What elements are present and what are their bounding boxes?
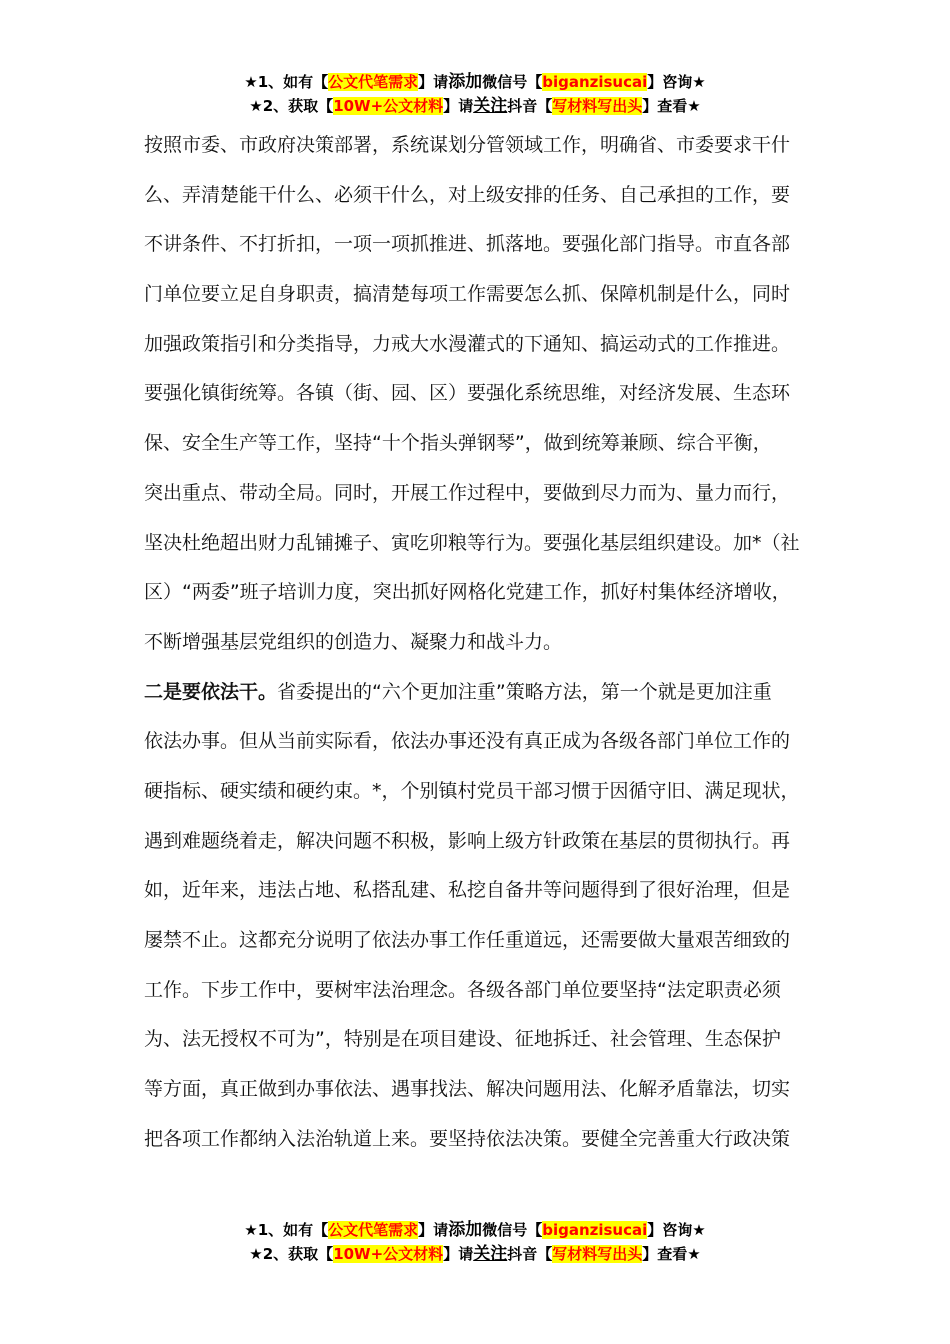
body-line: 加强政策指引和分类指导，力戒大水漫灌式的下通知、搞运动式的工作推进。 [144, 332, 791, 355]
promo-wechat-id: biganzisucai [542, 1221, 648, 1239]
promo-line-2 [0, 1242, 950, 1266]
body-line: 屡禁不止。这都充分说明了依法办事工作任重道远，还需要做大量艰苦细致的 [144, 929, 791, 951]
body-line: 坚决杜绝超出财力乱铺摊子、寅吃卯粮等行为。要强化基层组织建设。加*（社 [144, 531, 800, 554]
promo-emphasis: 添加 [448, 72, 483, 92]
promo-text: 】请 [418, 1221, 449, 1239]
promo-text: 微信号【 [482, 73, 543, 91]
document-body [144, 121, 824, 1164]
promo-text: 】查看★ [642, 97, 701, 115]
promo-douyin-id: 写材料写出头 [552, 97, 643, 115]
body-line: 遇到难题绕着走，解决问题不积极，影响上级方针政策在基层的贯彻执行。再 [144, 829, 791, 852]
promo-text: ★1、如有【 [244, 73, 329, 91]
promo-text: 】查看★ [642, 1245, 701, 1263]
body-line: 不断增强基层党组织的创造力、凝聚力和战斗力。 [144, 630, 563, 653]
promo-highlight: 公文代笔需求 [328, 73, 419, 91]
section-lead-text: 省委提出的“六个更加注重”策略方法，第一个就是更加注重 [277, 680, 772, 703]
promo-text: 抖音【 [507, 1245, 553, 1263]
body-line: 硬指标、硬实绩和硬约束。*，个别镇村党员干部习惯于因循守旧、满足现状， [144, 779, 800, 802]
body-line: 依法办事。但从当前实际看，依法办事还没有真正成为各级各部门单位工作的 [144, 730, 791, 753]
bottom-promo-banner [0, 1218, 950, 1266]
promo-text: 】请 [443, 97, 474, 115]
body-line: 不讲条件、不打折扣，一项一项抓推进、抓落地。要强化部门指导。市直各部 [144, 233, 791, 256]
promo-highlight: 10W+公文材料 [333, 1245, 444, 1263]
promo-text: 】咨询★ [647, 73, 706, 91]
promo-text: 抖音【 [507, 97, 553, 115]
promo-line-2 [0, 94, 950, 118]
promo-text: 】请 [443, 1245, 474, 1263]
promo-douyin-id: 写材料写出头 [552, 1245, 643, 1263]
promo-emphasis: 关注 [473, 1244, 508, 1264]
body-line: 突出重点、带动全局。同时，开展工作过程中，要做到尽力而为、量力而行， [144, 481, 791, 504]
promo-line-1 [0, 70, 950, 94]
body-line: 门单位要立足自身职责，搞清楚每项工作需要怎么抓、保障机制是什么，同时 [144, 283, 791, 306]
body-line: 要强化镇街统筹。各镇（街、园、区）要强化系统思维，对经济发展、生态环 [144, 382, 791, 405]
promo-text: 微信号【 [482, 1221, 543, 1239]
promo-line-1 [0, 1218, 950, 1242]
body-line: 按照市委、市政府决策部署，系统谋划分管领域工作，明确省、市委要求干什 [144, 134, 791, 156]
promo-text: ★2、获取【 [249, 97, 334, 115]
promo-text: ★2、获取【 [249, 1245, 334, 1263]
promo-text: 】请 [418, 73, 449, 91]
body-line: 为、法无授权不可为”，特别是在项目建设、征地拆迁、社会管理、生态保护 [144, 1028, 781, 1051]
body-line: 区）“两委”班子培训力度，突出抓好网格化党建工作，抓好村集体经济增收， [144, 581, 791, 604]
top-promo-banner [0, 70, 950, 118]
promo-emphasis: 关注 [473, 96, 508, 116]
body-line: 等方面，真正做到办事依法、遇事找法、解决问题用法、化解矛盾靠法，切实 [144, 1078, 791, 1101]
body-line: 么、弄清楚能干什么、必须干什么，对上级安排的任务、自己承担的工作，要 [144, 183, 791, 206]
promo-highlight: 公文代笔需求 [328, 1221, 419, 1239]
body-line: 保、安全生产等工作，坚持“十个指头弹钢琴”，做到统筹兼顾、综合平衡， [144, 432, 772, 455]
promo-text: 】咨询★ [647, 1221, 706, 1239]
promo-emphasis: 添加 [448, 1220, 483, 1240]
section-lead-line [144, 668, 824, 718]
promo-wechat-id: biganzisucai [542, 73, 648, 91]
section-heading: 二是要依法干。 [144, 680, 278, 703]
body-line: 把各项工作都纳入法治轨道上来。要坚持依法决策。要健全完善重大行政决策 [144, 1127, 791, 1150]
promo-text: ★1、如有【 [244, 1221, 329, 1239]
body-line: 工作。下步工作中，要树牢法治理念。各级各部门单位要坚持“法定职责必须 [144, 978, 781, 1001]
promo-highlight: 10W+公文材料 [333, 97, 444, 115]
body-line: 如，近年来，违法占地、私搭乱建、私挖自备井等问题得到了很好治理，但是 [144, 879, 791, 902]
